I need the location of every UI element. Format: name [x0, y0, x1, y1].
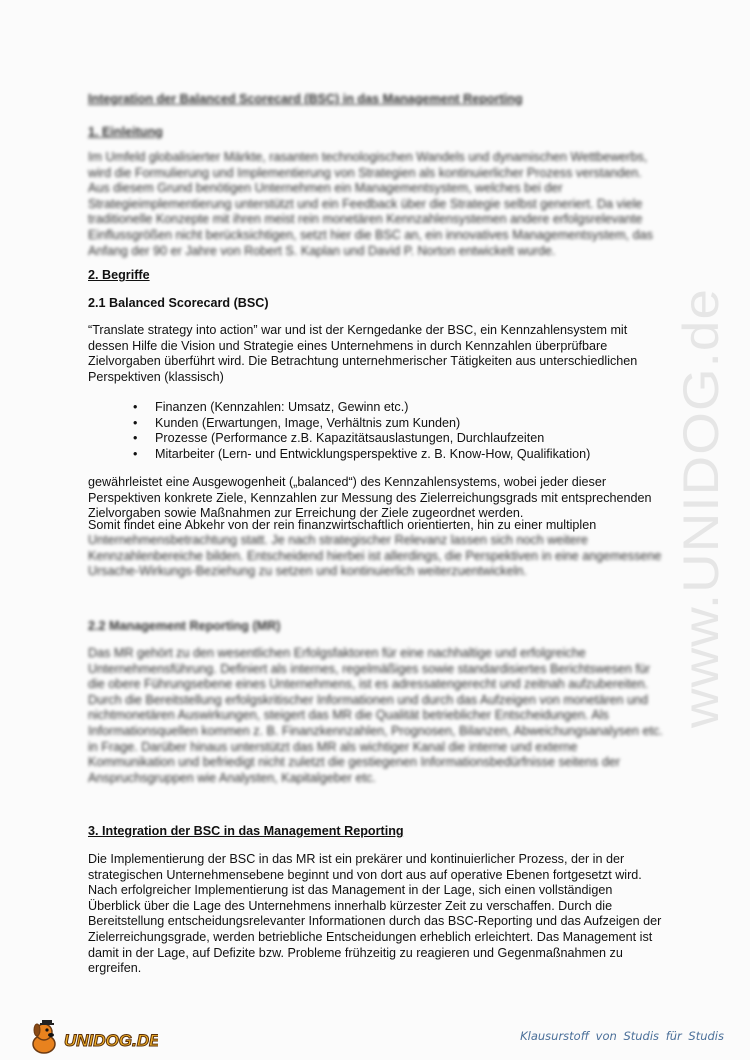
watermark [676, 270, 730, 740]
bsc-balance-paragraph: gewährleistet eine Ausgewogenheit („balanced“) des Kennzahlensystems, wobei jeder dieser Perspektiven konkrete Ziele, Kennzahlen zur Messung des Zielerreichungsgrads mit entsprechenden Zielvorgaben sowie Maßnahmen zur Erreichung der Ziele zugeordnet werden. [88, 475, 652, 521]
section-heading-integration: 3. Integration der BSC in das Management Reporting [88, 824, 404, 838]
watermark-graphic [676, 270, 730, 740]
mr-paragraph: Das MR gehört zu den wesentlichen Erfolgsfaktoren für eine nachhaltige und erfolgreiche Unternehmensführung. Definiert als internes, regelmäßiges sowie standardisiertes Berichtswesen für die obere Führungsebene eines Unternehmens, ist es adressatengerecht und zeitnah aufzubereiten. Durch die Bereitstellung erfolgskritischer Informationen und durch das Aufzeigen von monetären und nichtmonetären Auswirkungen, steigert das MR die Qualität betrieblicher Entscheidungen. Als Informationsquellen kommen z. B. Finanzkennzahlen, Prognosen, Bilanzen, Abweichungsanalysen etc. in Frage. Darüber hinaus unterstützt das MR als wichtiger Kanal die interne und externe Kommunikation und befriedigt nicht zuletzt die gestiegenen Informationsbedürfnisse seitens der Anspruchsgruppen wie Analysten, Kapitalgeber etc. [88, 646, 663, 785]
unidog-logo [28, 1018, 158, 1058]
document-title: Integration der Balanced Scorecard (BSC) in das Management Reporting [88, 92, 523, 106]
list-item: • Finanzen (Kennzahlen: Umsatz, Gewinn etc.) [133, 400, 711, 416]
list-item: • Kunden (Erwartungen, Image, Verhältnis zum Kunden) [133, 416, 711, 432]
list-item: • Prozesse (Performance z.B. Kapazitätsauslastungen, Durchlaufzeiten [133, 431, 711, 447]
list-item: • Mitarbeiter (Lern- und Entwicklungsperspektive z. B. Know-How, Qualifikation) [133, 447, 711, 463]
dog-logo-icon [28, 1018, 158, 1058]
section-heading-einleitung: 1. Einleitung [88, 125, 163, 139]
bsc-shift-sentence: Somit findet eine Abkehr von der rein finanzwirtschaftlich orientierten, hin zu einer multiplen [88, 518, 597, 532]
einleitung-paragraph: Im Umfeld globalisierter Märkte, rasanten technologischen Wandels und dynamischen Wettbewerbs, wird die Formulierung und Implementierung von Strategien als kontinuierlicher Prozess verstanden. Aus diesem Grund benötigen Unternehmen ein Managementsystem, welches bei der Strategieimplementierung unterstützt und ein Feedback über die Strategie selbst generiert. Da viele traditionelle Konzepte mit ihren meist rein monetären Kennzahlensystemen andere erfolgsrelevante Einflussgrößen nicht berücksichtigen, setzt hier die BSC an, ein innovatives Managementsystem, das Anfang der 90 er Jahre von Robert S. Kaplan und David P. Norton entwickelt wurde. [88, 150, 653, 258]
watermark-text: www.UNIDOG.de [676, 326, 729, 728]
subsection-heading-mr: 2.2 Management Reporting (MR) [88, 619, 281, 633]
subsection-heading-bsc: 2.1 Balanced Scorecard (BSC) [88, 296, 269, 310]
bsc-blurred-paragraph: Unternehmensbetrachtung statt. Je nach strategischer Relevanz lassen sich noch weitere Kennzahlenbereiche bilden. Entscheidend hierbei ist allerdings, die Perspektiven in eine angemessene Ursache-Wirkungs-Beziehung zu setzen und kontinuierlich weiterzuentwickeln. [88, 533, 662, 579]
logo-text: UNIDOG.DE [64, 1031, 158, 1050]
perspectives-list [88, 400, 711, 462]
integration-paragraph: Die Implementierung der BSC in das MR ist ein prekärer und kontinuierlicher Prozess, der in der strategischen Unternehmensebene beginnt und von dort aus auf operative Ebenen fortgesetzt wird. Nach erfolgreicher Implementierung ist das Management in der Lage, sich einen vollständigen Überblick über die Lage des Unternehmens innerhalb kürzester Zeit zu verschaffen. Durch die Bereitstellung entscheidungsrelevanter Informationen durch das BSC-Reporting und das Aufzeigen der Zielerreichungsgrade, werden betriebliche Entscheidungen erheblich erleichtert. Das Management ist damit in der Lage, auf Defizite bzw. Probleme frühzeitig zu reagieren und Gegenmaßnahmen zu ergreifen. [88, 852, 662, 976]
bsc-intro-paragraph: “Translate strategy into action” war und ist der Kerngedanke der BSC, ein Kennzahlensystem mit dessen Hilfe die Vision und Strategie eines Unternehmens in durch Kennzahlen überprüfbare Zielvorgaben überführt wird. Die Betrachtung unternehmerischer Tätigkeiten aus unterschiedlichen Perspektiven (klassisch) [88, 323, 638, 384]
footer-tagline: Klausurstoff von Studis für Studis [520, 1029, 724, 1043]
section-heading-begriffe: 2. Begriffe [88, 268, 150, 282]
